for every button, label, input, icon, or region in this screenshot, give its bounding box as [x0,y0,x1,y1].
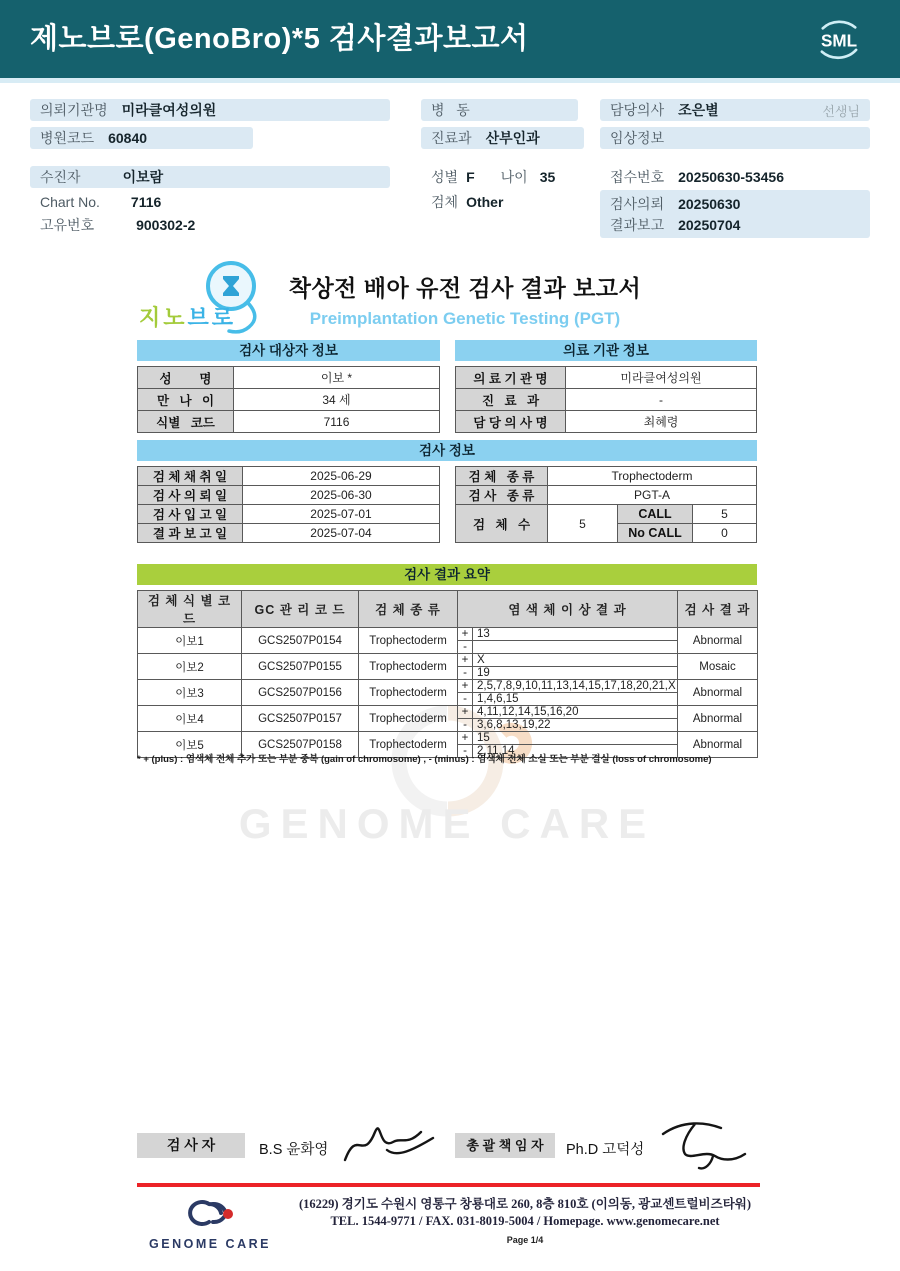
plus-sign: + [458,680,473,693]
subject-info-table [137,366,440,433]
specimen-type: Trophectoderm [359,628,458,654]
test-type-table [455,466,757,543]
plus-sign: + [458,654,473,667]
table-row [138,628,758,641]
minus-sign: - [458,745,473,758]
request-date-label: 검사의뢰 [610,195,665,212]
top-banner [0,0,900,78]
field-requesting-org [30,99,390,121]
test-dates-table [137,466,440,543]
report-title: 착상전 배아 유전 검사 결과 보고서 [288,275,642,301]
subject-name-label: 성 명 [138,367,234,389]
specimen-type: Trophectoderm [359,680,458,706]
result-value: Abnormal [678,628,758,654]
dept-value: 산부인과 [485,130,540,146]
field-receipt-no [600,166,870,188]
genobro-logo-text-green: 지노 [139,305,188,330]
subject-code-value: 7116 [234,411,440,433]
specimen-id: 이보1 [138,628,242,654]
col-header-specimen-type: 검 체 종 류 [359,591,458,628]
table-row [138,732,758,745]
gain-chromosomes: 2,5,7,8,9,10,11,13,14,15,17,18,20,21,X [473,680,678,693]
specimen-type-value: Trophectoderm [548,467,757,486]
call-value: 5 [693,505,757,524]
result-value: Abnormal [678,732,758,758]
specimen-type: Trophectoderm [359,732,458,758]
subject-name-value: 이보 * [234,367,440,389]
patient-value: 이보람 [122,169,164,185]
plus-sign: + [458,706,473,719]
specimen-value: Other [466,194,504,210]
director-box: 총 괄 책 임 자 [455,1133,555,1158]
genobro-logo-text [139,301,236,332]
genomecare-logo-icon [179,1196,241,1230]
plus-sign: + [458,628,473,641]
report-date-value2: 2025-07-04 [243,524,440,543]
org-doctor-value: 최혜령 [566,411,757,433]
ward-label: 병 동 [431,102,470,118]
gc-code: GCS2507P0155 [242,654,359,680]
org-section-header: 의료 기관 정보 [455,340,757,361]
report-date-value: 20250704 [678,216,741,233]
subject-section-header: 검사 대상자 정보 [137,340,440,361]
subject-age-label: 만 나 이 [138,389,234,411]
field-unique-no [30,214,390,236]
specimen-id: 이보5 [138,732,242,758]
dept-label: 진료과 [431,130,472,146]
sex-value: F [466,169,475,185]
subject-age-value: 34 세 [234,389,440,411]
field-dept [421,127,584,149]
arrival-date-label: 검 사 입 고 일 [138,505,243,524]
test-info-section-header: 검사 정보 [137,440,757,461]
specimen-count-label: 검 체 수 [456,505,548,543]
minus-sign: - [458,693,473,706]
sml-logo-icon [812,13,866,67]
age-label: 나이 [500,169,528,185]
banner-underline [0,78,900,83]
doctor-suffix: 선생님 [822,103,860,119]
nocall-label: No CALL [618,524,693,543]
call-label: CALL [618,505,693,524]
field-clinical [600,127,870,149]
doctor-label: 담당의사 [610,102,665,118]
field-dates [600,190,870,238]
col-header-chromosome: 염 색 체 이 상 결 과 [458,591,678,628]
gain-chromosomes: X [473,654,678,667]
examiner-box: 검 사 자 [137,1133,245,1158]
director-signature [655,1112,760,1174]
summary-footnote: * + (plus) : 염색체 전체 추가 또는 부분 중복 (gain of chromosome) , - (minus) : 염색체 전체 소실 또는 부분 결실 (loss of chromosome) [137,754,712,765]
loss-chromosomes: 3,6,8,13,19,22 [473,719,678,732]
examiner-signature [335,1116,450,1172]
gain-chromosomes: 4,11,12,14,15,16,20 [473,706,678,719]
org-dept-value: - [566,389,757,411]
minus-sign: - [458,641,473,654]
unique-no-label: 고유번호 [40,217,95,233]
specimen-id: 이보2 [138,654,242,680]
table-row [138,680,758,693]
table-row [138,654,758,667]
report-title-block [240,270,690,329]
result-value: Mosaic [678,654,758,680]
subject-code-label: 식별 코드 [138,411,234,433]
org-name-value: 미라클여성의원 [566,367,757,389]
field-chart-no [30,191,390,213]
field-doctor [600,99,870,121]
request-date-value: 20250630 [678,195,741,212]
field-ward [421,99,578,121]
page-number: Page 1/4 [506,1235,544,1245]
gc-code: GCS2507P0156 [242,680,359,706]
collection-date-label: 검 체 채 취 일 [138,467,243,486]
specimen-count-value: 5 [548,505,618,543]
arrival-date-value: 2025-07-01 [243,505,440,524]
footer-brand-text: GENOME CARE [149,1237,271,1251]
requesting-org-label: 의뢰기관명 [40,102,108,118]
chart-no-label: Chart No. [40,194,100,210]
plus-sign: + [458,732,473,745]
unique-no-value: 900302-2 [136,217,196,233]
result-summary-table [137,590,758,758]
patient-label: 수진자 [40,169,81,185]
request-date-label2: 검 사 의 뢰 일 [138,486,243,505]
receipt-no-label: 접수번호 [610,169,665,185]
report-date-label: 결과보고 [610,216,665,233]
clinical-label: 임상정보 [610,130,665,146]
col-header-result: 검 사 결 과 [678,591,758,628]
org-doctor-label: 담 당 의 사 명 [456,411,566,433]
doctor-value: 조은별 [678,102,719,118]
org-info-table [455,366,757,433]
summary-section-header: 검사 결과 요약 [137,564,757,585]
col-header-specimen-id: 검 체 식 별 코 드 [138,591,242,628]
age-value: 35 [539,169,556,185]
test-type-label: 검 사 종 류 [456,486,548,505]
report-subtitle: Preimplantation Genetic Testing (PGT) [309,309,621,328]
org-dept-label: 진 료 과 [456,389,566,411]
footer-address-block [290,1196,760,1245]
specimen-type-label: 검 체 종 류 [456,467,548,486]
loss-chromosomes: 19 [473,667,678,680]
gain-chromosomes: 15 [473,732,678,745]
footer-divider [137,1183,760,1187]
test-type-value: PGT-A [548,486,757,505]
examiner-name: B.S 윤화영 [259,1142,329,1158]
nocall-value: 0 [693,524,757,543]
field-request-date [610,193,860,214]
specimen-id: 이보4 [138,706,242,732]
org-name-label: 의 료 기 관 명 [456,367,566,389]
gc-code: GCS2507P0158 [242,732,359,758]
minus-sign: - [458,719,473,732]
genobro-logo-text-blue: 브로 [187,305,237,330]
report-banner-title: 제노브로(GenoBro)*5 검사결과보고서 [30,23,529,55]
gc-code: GCS2507P0157 [242,706,359,732]
minus-sign: - [458,667,473,680]
loss-chromosomes: 1,4,6,15 [473,693,678,706]
specimen-id: 이보3 [138,680,242,706]
result-value: Abnormal [678,706,758,732]
field-hospital-code [30,127,253,149]
request-date-value2: 2025-06-30 [243,486,440,505]
director-name: Ph.D 고덕성 [566,1142,645,1158]
loss-chromosomes: 2,11,14 [473,745,678,758]
chart-no-value: 7116 [130,194,162,210]
specimen-type: Trophectoderm [359,654,458,680]
requesting-org-value: 미라클여성의원 [121,102,217,118]
report-date-label2: 결 과 보 고 일 [138,524,243,543]
receipt-no-value: 20250630-53456 [678,169,784,185]
gc-code: GCS2507P0154 [242,628,359,654]
svg-text:SML: SML [820,31,858,51]
gain-chromosomes: 13 [473,628,678,641]
hospital-code-value: 60840 [108,130,148,146]
col-header-gc-code: GC 관 리 코 드 [242,591,359,628]
loss-chromosomes [473,641,678,654]
table-row [138,706,758,719]
genomecare-footer-logo [140,1196,280,1251]
result-value: Abnormal [678,680,758,706]
field-patient [30,166,390,188]
sex-label: 성별 [431,169,459,185]
specimen-label: 검체 [431,194,459,210]
field-report-date [610,214,860,235]
footer-contact: TEL. 1544-9771 / FAX. 031-8019-5004 / Homepage. www.genomecare.net [330,1214,720,1228]
collection-date-value: 2025-06-29 [243,467,440,486]
genomecare-watermark-text: GENOME CARE [238,800,656,847]
footer-address: (16229) 경기도 수원시 영통구 창룡대로 260, 8층 810호 (이의동, 광교센트럴비즈타워) [298,1197,752,1211]
specimen-type: Trophectoderm [359,706,458,732]
hospital-code-label: 병원코드 [40,130,95,146]
